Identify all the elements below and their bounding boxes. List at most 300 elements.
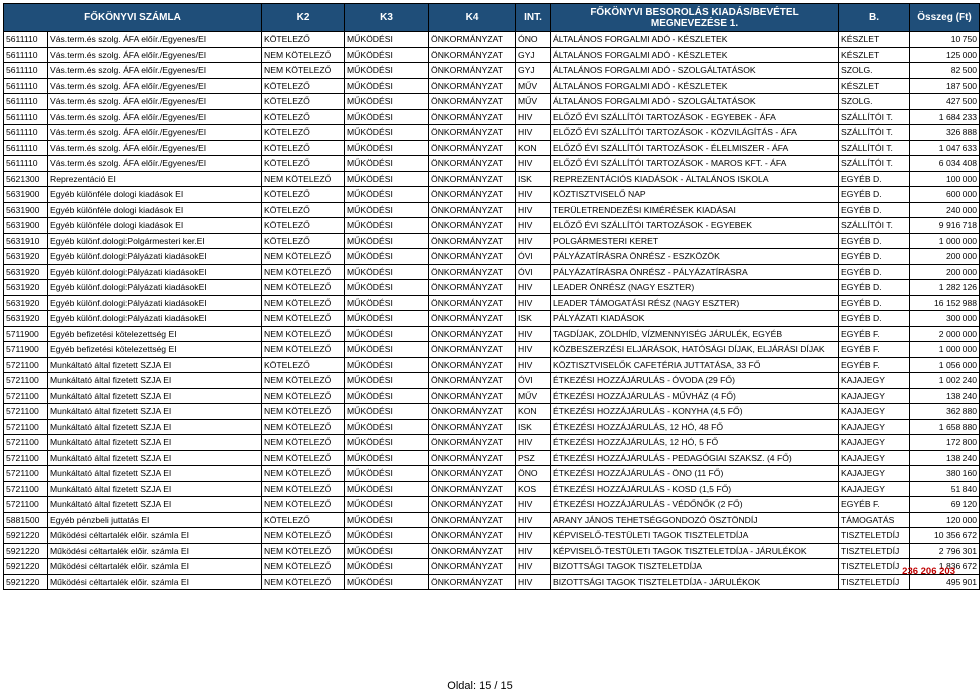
int-cell: KON <box>516 140 551 156</box>
account-code: 5631920 <box>4 295 48 311</box>
int-cell: ÓVI <box>516 249 551 265</box>
int-cell: ÓVI <box>516 373 551 389</box>
b-cell: KAJAJEGY <box>839 404 910 420</box>
description-cell: REPREZENTÁCIÓS KIADÁSOK - ÁLTALÁNOS ISKOLA <box>551 171 839 187</box>
account-code: 5611110 <box>4 109 48 125</box>
account-code: 5721100 <box>4 481 48 497</box>
amount-cell: 362 880 <box>910 404 980 420</box>
table-row <box>4 264 980 280</box>
int-cell: HIV <box>516 435 551 451</box>
amount-cell: 300 000 <box>910 311 980 327</box>
b-cell: EGYÉB D. <box>839 202 910 218</box>
page-number: Oldal: 15 / 15 <box>447 680 513 692</box>
account-name: Vás.term.és szolg. ÁFA előír./Egyenes/EI <box>48 109 262 125</box>
account-code: 5721100 <box>4 466 48 482</box>
amount-cell: 200 000 <box>910 264 980 280</box>
k2-cell: NEM KÖTELEZŐ <box>262 466 345 482</box>
b-cell: EGYÉB D. <box>839 249 910 265</box>
k4-cell: ÖNKORMÁNYZAT <box>429 171 516 187</box>
table-row <box>4 47 980 63</box>
k4-cell: ÖNKORMÁNYZAT <box>429 373 516 389</box>
k4-cell: ÖNKORMÁNYZAT <box>429 47 516 63</box>
k4-cell: ÖNKORMÁNYZAT <box>429 388 516 404</box>
account-name: Egyéb befizetési kötelezettség EI <box>48 326 262 342</box>
k4-cell: ÖNKORMÁNYZAT <box>429 156 516 172</box>
int-cell: HIV <box>516 357 551 373</box>
table-row <box>4 202 980 218</box>
b-cell: KÉSZLET <box>839 47 910 63</box>
b-cell: TÁMOGATÁS <box>839 512 910 528</box>
description-cell: LEADER TÁMOGATÁSI RÉSZ (NAGY ESZTER) <box>551 295 839 311</box>
k4-cell: ÖNKORMÁNYZAT <box>429 435 516 451</box>
account-code: 5721100 <box>4 419 48 435</box>
k3-cell: MŰKÖDÉSI <box>345 125 429 141</box>
table-row <box>4 78 980 94</box>
amount-cell: 1 000 000 <box>910 342 980 358</box>
k4-cell: ÖNKORMÁNYZAT <box>429 94 516 110</box>
k3-cell: MŰKÖDÉSI <box>345 156 429 172</box>
table-row <box>4 574 980 590</box>
k2-cell: KÖTELEZŐ <box>262 109 345 125</box>
account-name: Vás.term.és szolg. ÁFA előír./Egyenes/EI <box>48 78 262 94</box>
table-row <box>4 512 980 528</box>
k3-cell: MŰKÖDÉSI <box>345 574 429 590</box>
description-cell: KÉPVISELŐ-TESTÜLETI TAGOK TISZTELETDÍJA <box>551 528 839 544</box>
int-cell: ISK <box>516 419 551 435</box>
account-name: Működési céltartalék előir. számla EI <box>48 543 262 559</box>
k2-cell: KÖTELEZŐ <box>262 94 345 110</box>
amount-cell: 1 047 633 <box>910 140 980 156</box>
account-name: Egyéb különféle dologi kiadások EI <box>48 202 262 218</box>
description-cell: ÁLTALÁNOS FORGALMI ADÓ - SZOLGÁLTATÁSOK <box>551 63 839 79</box>
int-cell: MŰV <box>516 94 551 110</box>
int-cell: MŰV <box>516 78 551 94</box>
k2-cell: NEM KÖTELEZŐ <box>262 543 345 559</box>
k3-cell: MŰKÖDÉSI <box>345 171 429 187</box>
k4-cell: ÖNKORMÁNYZAT <box>429 187 516 203</box>
k3-cell: MŰKÖDÉSI <box>345 187 429 203</box>
table-row <box>4 171 980 187</box>
k4-cell: ÖNKORMÁNYZAT <box>429 574 516 590</box>
k3-cell: MŰKÖDÉSI <box>345 109 429 125</box>
grand-total: 236 206 203 <box>902 566 955 577</box>
account-name: Egyéb pénzbeli juttatás EI <box>48 512 262 528</box>
amount-cell: 100 000 <box>910 171 980 187</box>
b-cell: EGYÉB F. <box>839 497 910 513</box>
k3-cell: MŰKÖDÉSI <box>345 357 429 373</box>
k3-cell: MŰKÖDÉSI <box>345 218 429 234</box>
account-name: Egyéb különf.dologi:Pályázati kiadásokEI <box>48 249 262 265</box>
account-code: 5921220 <box>4 559 48 575</box>
table-row <box>4 125 980 141</box>
description-cell: ÉTKEZÉSI HOZZÁJÁRULÁS - ÖNO (11 FŐ) <box>551 466 839 482</box>
amount-cell: 1 002 240 <box>910 373 980 389</box>
k2-cell: KÖTELEZŐ <box>262 512 345 528</box>
int-cell: HIV <box>516 156 551 172</box>
account-code: 5631910 <box>4 233 48 249</box>
account-name: Egyéb különf.dologi:Pályázati kiadásokEI <box>48 295 262 311</box>
b-cell: SZOLG. <box>839 63 910 79</box>
account-name: Munkáltató által fizetett SZJA EI <box>48 450 262 466</box>
int-cell: KOS <box>516 481 551 497</box>
k4-cell: ÖNKORMÁNYZAT <box>429 32 516 48</box>
description-cell: KÖZTISZTVISELŐK CAFETÉRIA JUTTATÁSA, 33 FŐ <box>551 357 839 373</box>
k3-cell: MŰKÖDÉSI <box>345 63 429 79</box>
description-cell: ÁLTALÁNOS FORGALMI ADÓ - KÉSZLETEK <box>551 32 839 48</box>
description-cell: ELŐZŐ ÉVI SZÁLLÍTÓI TARTOZÁSOK - EGYEBEK <box>551 218 839 234</box>
amount-cell: 326 888 <box>910 125 980 141</box>
table-row <box>4 249 980 265</box>
table-row <box>4 543 980 559</box>
k4-cell: ÖNKORMÁNYZAT <box>429 280 516 296</box>
amount-cell: 1 000 000 <box>910 233 980 249</box>
amount-cell: 187 500 <box>910 78 980 94</box>
account-code: 5631920 <box>4 264 48 280</box>
b-cell: EGYÉB F. <box>839 326 910 342</box>
description-cell: ÉTKEZÉSI HOZZÁJÁRULÁS - KONYHA (4,5 FŐ) <box>551 404 839 420</box>
k2-cell: NEM KÖTELEZŐ <box>262 481 345 497</box>
b-cell: SZÁLLÍTÓI T. <box>839 218 910 234</box>
b-cell: TISZTELETDÍJ <box>839 559 910 575</box>
description-cell: ELŐZŐ ÉVI SZÁLLÍTÓI TARTOZÁSOK - KÖZVILÁGÍTÁS - ÁFA <box>551 125 839 141</box>
int-cell: HIV <box>516 559 551 575</box>
k2-cell: NEM KÖTELEZŐ <box>262 249 345 265</box>
int-cell: HIV <box>516 528 551 544</box>
account-code: 5631920 <box>4 280 48 296</box>
table-row <box>4 450 980 466</box>
k4-cell: ÖNKORMÁNYZAT <box>429 295 516 311</box>
k3-cell: MŰKÖDÉSI <box>345 326 429 342</box>
k2-cell: NEM KÖTELEZŐ <box>262 373 345 389</box>
k4-cell: ÖNKORMÁNYZAT <box>429 202 516 218</box>
k3-cell: MŰKÖDÉSI <box>345 543 429 559</box>
description-cell: ELŐZŐ ÉVI SZÁLLÍTÓI TARTOZÁSOK - ÉLELMISZER - ÁFA <box>551 140 839 156</box>
account-code: 5631920 <box>4 311 48 327</box>
k3-cell: MŰKÖDÉSI <box>345 342 429 358</box>
b-cell: KAJAJEGY <box>839 466 910 482</box>
int-cell: HIV <box>516 233 551 249</box>
k3-cell: MŰKÖDÉSI <box>345 481 429 497</box>
account-code: 5921220 <box>4 543 48 559</box>
int-cell: MŰV <box>516 388 551 404</box>
description-cell: TAGDÍJAK, ZÖLDHÍD, VÍZMENNYISÉG JÁRULÉK, EGYÉB <box>551 326 839 342</box>
amount-cell: 172 800 <box>910 435 980 451</box>
k4-cell: ÖNKORMÁNYZAT <box>429 233 516 249</box>
account-code: 5631920 <box>4 249 48 265</box>
description-cell: ÉTKEZÉSI HOZZÁJÁRULÁS - PEDAGÓGIAI SZAKSZ. (4 FŐ) <box>551 450 839 466</box>
description-cell: PÁLYÁZATÍRÁSRA ÖNRÉSZ - PÁLYÁZATÍRÁSRA <box>551 264 839 280</box>
table-row <box>4 140 980 156</box>
k2-cell: KÖTELEZŐ <box>262 32 345 48</box>
k3-cell: MŰKÖDÉSI <box>345 435 429 451</box>
k2-cell: NEM KÖTELEZŐ <box>262 47 345 63</box>
b-cell: TISZTELETDÍJ <box>839 543 910 559</box>
b-cell: EGYÉB D. <box>839 280 910 296</box>
b-cell: KÉSZLET <box>839 78 910 94</box>
k3-cell: MŰKÖDÉSI <box>345 140 429 156</box>
account-name: Egyéb különf.dologi:Polgármesteri ker.EI <box>48 233 262 249</box>
account-name: Vás.term.és szolg. ÁFA előír./Egyenes/EI <box>48 125 262 141</box>
amount-cell: 2 000 000 <box>910 326 980 342</box>
k4-cell: ÖNKORMÁNYZAT <box>429 342 516 358</box>
b-cell: EGYÉB F. <box>839 357 910 373</box>
table-row <box>4 342 980 358</box>
int-cell: HIV <box>516 497 551 513</box>
k2-cell: NEM KÖTELEZŐ <box>262 264 345 280</box>
account-code: 5631900 <box>4 218 48 234</box>
account-name: Egyéb különféle dologi kiadások EI <box>48 187 262 203</box>
int-cell: GYJ <box>516 63 551 79</box>
b-cell: EGYÉB D. <box>839 295 910 311</box>
account-name: Egyéb különf.dologi:Pályázati kiadásokEI <box>48 280 262 296</box>
b-cell: EGYÉB D. <box>839 264 910 280</box>
table-row <box>4 373 980 389</box>
table-row <box>4 528 980 544</box>
header-k3: K3 <box>345 4 429 32</box>
k2-cell: NEM KÖTELEZŐ <box>262 388 345 404</box>
description-cell: ELŐZŐ ÉVI SZÁLLÍTÓI TARTOZÁSOK - EGYEBEK - ÁFA <box>551 109 839 125</box>
int-cell: HIV <box>516 125 551 141</box>
account-code: 5921220 <box>4 528 48 544</box>
int-cell: HIV <box>516 280 551 296</box>
table-row <box>4 497 980 513</box>
description-cell: ARANY JÁNOS TEHETSÉGGONDOZÓ ÖSZTÖNDÍJ <box>551 512 839 528</box>
header-besorolas: FŐKÖNYVI BESOROLÁS KIADÁS/BEVÉTEL MEGNEVEZÉSE 1. <box>551 4 839 32</box>
table-row <box>4 559 980 575</box>
k4-cell: ÖNKORMÁNYZAT <box>429 419 516 435</box>
header-osszeg: Összeg (Ft) <box>910 4 980 32</box>
account-code: 5611110 <box>4 125 48 141</box>
amount-cell: 427 500 <box>910 94 980 110</box>
k2-cell: KÖTELEZŐ <box>262 233 345 249</box>
table-row <box>4 187 980 203</box>
description-cell: ÉTKEZÉSI HOZZÁJÁRULÁS - VÉDŐNŐK (2 FŐ) <box>551 497 839 513</box>
k4-cell: ÖNKORMÁNYZAT <box>429 466 516 482</box>
table-row <box>4 481 980 497</box>
header-int: INT. <box>516 4 551 32</box>
int-cell: HIV <box>516 187 551 203</box>
account-name: Egyéb különf.dologi:Pályázati kiadásokEI <box>48 311 262 327</box>
amount-cell: 380 160 <box>910 466 980 482</box>
account-name: Munkáltató által fizetett SZJA EI <box>48 373 262 389</box>
account-name: Reprezentáció EI <box>48 171 262 187</box>
k2-cell: NEM KÖTELEZŐ <box>262 419 345 435</box>
table-row <box>4 419 980 435</box>
account-name: Működési céltartalék előir. számla EI <box>48 559 262 575</box>
description-cell: ÉTKEZÉSI HOZZÁJÁRULÁS - KOSD (1,5 FŐ) <box>551 481 839 497</box>
table-row <box>4 326 980 342</box>
account-name: Munkáltató által fizetett SZJA EI <box>48 466 262 482</box>
k2-cell: KÖTELEZŐ <box>262 125 345 141</box>
description-cell: ÁLTALÁNOS FORGALMI ADÓ - SZOLGÁLTATÁSOK <box>551 94 839 110</box>
k4-cell: ÖNKORMÁNYZAT <box>429 512 516 528</box>
account-code: 5621300 <box>4 171 48 187</box>
ledger-table <box>3 3 980 590</box>
description-cell: KÖZBESZERZÉSI ELJÁRÁSOK, HATÓSÁGI DÍJAK, ELJÁRÁSI DÍJAK <box>551 342 839 358</box>
k2-cell: KÖTELEZŐ <box>262 78 345 94</box>
amount-cell: 82 500 <box>910 63 980 79</box>
amount-cell: 138 240 <box>910 450 980 466</box>
header-b: B. <box>839 4 910 32</box>
b-cell: SZÁLLÍTÓI T. <box>839 140 910 156</box>
account-code: 5721100 <box>4 450 48 466</box>
int-cell: HIV <box>516 512 551 528</box>
int-cell: ÓNO <box>516 32 551 48</box>
account-name: Vás.term.és szolg. ÁFA előír./Egyenes/EI <box>48 63 262 79</box>
table-row <box>4 311 980 327</box>
account-name: Működési céltartalék előir. számla EI <box>48 574 262 590</box>
k3-cell: MŰKÖDÉSI <box>345 373 429 389</box>
ledger-body <box>4 32 980 590</box>
k3-cell: MŰKÖDÉSI <box>345 249 429 265</box>
int-cell: HIV <box>516 342 551 358</box>
k3-cell: MŰKÖDÉSI <box>345 264 429 280</box>
table-row <box>4 32 980 48</box>
k2-cell: KÖTELEZŐ <box>262 202 345 218</box>
account-code: 5711900 <box>4 342 48 358</box>
account-name: Vás.term.és szolg. ÁFA előír./Egyenes/EI <box>48 32 262 48</box>
b-cell: TISZTELETDÍJ <box>839 528 910 544</box>
header-k2: K2 <box>262 4 345 32</box>
k3-cell: MŰKÖDÉSI <box>345 202 429 218</box>
account-code: 5711900 <box>4 326 48 342</box>
k4-cell: ÖNKORMÁNYZAT <box>429 78 516 94</box>
k2-cell: NEM KÖTELEZŐ <box>262 574 345 590</box>
header-k4: K4 <box>429 4 516 32</box>
account-name: Vás.term.és szolg. ÁFA előír./Egyenes/EI <box>48 140 262 156</box>
k2-cell: NEM KÖTELEZŐ <box>262 497 345 513</box>
account-code: 5721100 <box>4 357 48 373</box>
k4-cell: ÖNKORMÁNYZAT <box>429 404 516 420</box>
amount-cell: 9 916 718 <box>910 218 980 234</box>
account-code: 5611110 <box>4 156 48 172</box>
account-code: 5611110 <box>4 94 48 110</box>
table-row <box>4 466 980 482</box>
account-name: Munkáltató által fizetett SZJA EI <box>48 481 262 497</box>
description-cell: KÖZTISZTVISELŐ NAP <box>551 187 839 203</box>
k3-cell: MŰKÖDÉSI <box>345 78 429 94</box>
description-cell: ELŐZŐ ÉVI SZÁLLÍTÓI TARTOZÁSOK - MAROS KFT. - ÁFA <box>551 156 839 172</box>
k4-cell: ÖNKORMÁNYZAT <box>429 497 516 513</box>
b-cell: SZÁLLÍTÓI T. <box>839 156 910 172</box>
k4-cell: ÖNKORMÁNYZAT <box>429 264 516 280</box>
k4-cell: ÖNKORMÁNYZAT <box>429 357 516 373</box>
amount-cell: 1 836 672 <box>910 559 980 575</box>
description-cell: ÉTKEZÉSI HOZZÁJÁRULÁS, 12 HÓ, 5 FŐ <box>551 435 839 451</box>
int-cell: ISK <box>516 171 551 187</box>
table-row <box>4 388 980 404</box>
account-code: 5631900 <box>4 202 48 218</box>
b-cell: KAJAJEGY <box>839 435 910 451</box>
b-cell: SZÁLLÍTÓI T. <box>839 125 910 141</box>
amount-cell: 125 000 <box>910 47 980 63</box>
account-code: 5921220 <box>4 574 48 590</box>
k2-cell: NEM KÖTELEZŐ <box>262 171 345 187</box>
description-cell: ÉTKEZÉSI HOZZÁJÁRULÁS, 12 HÓ, 48 FŐ <box>551 419 839 435</box>
amount-cell: 138 240 <box>910 388 980 404</box>
int-cell: PSZ <box>516 450 551 466</box>
account-name: Működési céltartalék előir. számla EI <box>48 528 262 544</box>
k4-cell: ÖNKORMÁNYZAT <box>429 311 516 327</box>
int-cell: GYJ <box>516 47 551 63</box>
b-cell: KÉSZLET <box>839 32 910 48</box>
k3-cell: MŰKÖDÉSI <box>345 419 429 435</box>
amount-cell: 69 120 <box>910 497 980 513</box>
b-cell: EGYÉB D. <box>839 171 910 187</box>
k2-cell: NEM KÖTELEZŐ <box>262 404 345 420</box>
table-row <box>4 233 980 249</box>
k4-cell: ÖNKORMÁNYZAT <box>429 109 516 125</box>
amount-cell: 2 796 301 <box>910 543 980 559</box>
k2-cell: NEM KÖTELEZŐ <box>262 528 345 544</box>
k2-cell: NEM KÖTELEZŐ <box>262 559 345 575</box>
amount-cell: 1 684 233 <box>910 109 980 125</box>
k3-cell: MŰKÖDÉSI <box>345 559 429 575</box>
k2-cell: NEM KÖTELEZŐ <box>262 342 345 358</box>
k3-cell: MŰKÖDÉSI <box>345 404 429 420</box>
k4-cell: ÖNKORMÁNYZAT <box>429 326 516 342</box>
description-cell: ÉTKEZÉSI HOZZÁJÁRULÁS - ÓVODA (29 FŐ) <box>551 373 839 389</box>
account-name: Egyéb különféle dologi kiadások EI <box>48 218 262 234</box>
account-code: 5611110 <box>4 140 48 156</box>
account-name: Munkáltató által fizetett SZJA EI <box>48 404 262 420</box>
description-cell: ÁLTALÁNOS FORGALMI ADÓ - KÉSZLETEK <box>551 47 839 63</box>
description-cell: PÁLYÁZATI KIADÁSOK <box>551 311 839 327</box>
k2-cell: NEM KÖTELEZŐ <box>262 311 345 327</box>
k2-cell: KÖTELEZŐ <box>262 357 345 373</box>
account-name: Egyéb különf.dologi:Pályázati kiadásokEI <box>48 264 262 280</box>
account-code: 5631900 <box>4 187 48 203</box>
k2-cell: KÖTELEZŐ <box>262 218 345 234</box>
table-row <box>4 357 980 373</box>
description-cell: KÉPVISELŐ-TESTÜLETI TAGOK TISZTELETDÍJA - JÁRULÉKOK <box>551 543 839 559</box>
int-cell: HIV <box>516 543 551 559</box>
int-cell: HIV <box>516 109 551 125</box>
account-code: 5721100 <box>4 497 48 513</box>
account-name: Vás.term.és szolg. ÁFA előír./Egyenes/EI <box>48 47 262 63</box>
k4-cell: ÖNKORMÁNYZAT <box>429 528 516 544</box>
b-cell: EGYÉB D. <box>839 311 910 327</box>
description-cell: ÉTKEZÉSI HOZZÁJÁRULÁS - MŰVHÁZ (4 FŐ) <box>551 388 839 404</box>
account-name: Egyéb befizetési kötelezettség EI <box>48 342 262 358</box>
k2-cell: KÖTELEZŐ <box>262 156 345 172</box>
amount-cell: 6 034 408 <box>910 156 980 172</box>
account-name: Vás.term.és szolg. ÁFA előír./Egyenes/EI <box>48 94 262 110</box>
table-row <box>4 63 980 79</box>
amount-cell: 16 152 988 <box>910 295 980 311</box>
table-row <box>4 94 980 110</box>
b-cell: KAJAJEGY <box>839 450 910 466</box>
account-code: 5721100 <box>4 373 48 389</box>
table-row <box>4 435 980 451</box>
account-name: Munkáltató által fizetett SZJA EI <box>48 357 262 373</box>
k4-cell: ÖNKORMÁNYZAT <box>429 450 516 466</box>
account-code: 5611110 <box>4 32 48 48</box>
account-name: Munkáltató által fizetett SZJA EI <box>48 388 262 404</box>
k2-cell: NEM KÖTELEZŐ <box>262 326 345 342</box>
b-cell: EGYÉB F. <box>839 342 910 358</box>
account-name: Vás.term.és szolg. ÁFA előír./Egyenes/EI <box>48 156 262 172</box>
amount-cell: 51 840 <box>910 481 980 497</box>
amount-cell: 10 356 672 <box>910 528 980 544</box>
description-cell: ÁLTALÁNOS FORGALMI ADÓ - KÉSZLETEK <box>551 78 839 94</box>
k3-cell: MŰKÖDÉSI <box>345 528 429 544</box>
int-cell: HIV <box>516 202 551 218</box>
k2-cell: NEM KÖTELEZŐ <box>262 450 345 466</box>
account-code: 5721100 <box>4 388 48 404</box>
k3-cell: MŰKÖDÉSI <box>345 512 429 528</box>
int-cell: ISK <box>516 311 551 327</box>
